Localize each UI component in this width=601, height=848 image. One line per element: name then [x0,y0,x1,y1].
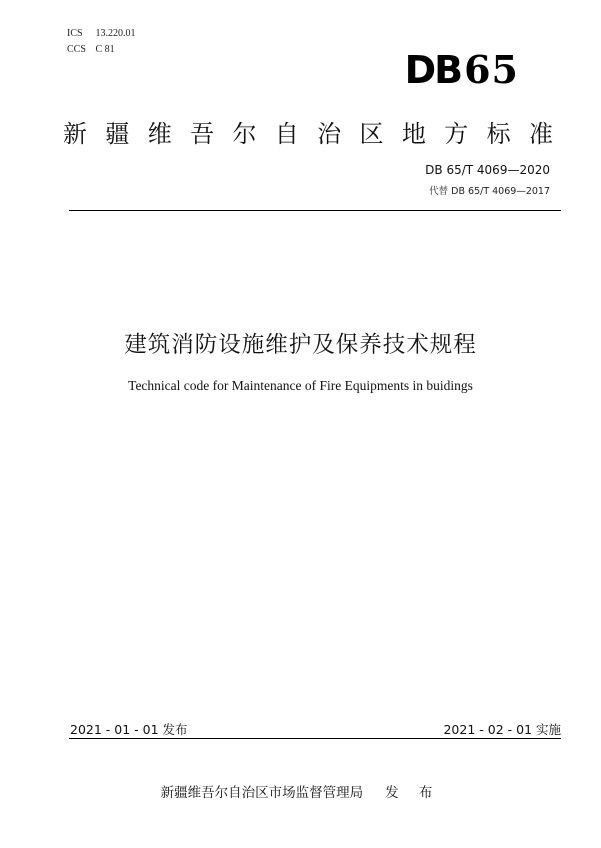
standard-type-char: 自 [274,120,299,148]
standard-type-char: 方 [444,120,469,148]
ics-code: 13.220.01 [95,28,136,39]
standard-type-char: 疆 [105,120,130,148]
standard-mark [405,47,519,92]
publisher-action: 发 布 [385,785,441,801]
ics-row [67,26,136,42]
standard-type-char: 尔 [232,120,257,148]
replaces-standard: 代替 DB 65/T 4069—2017 [429,186,550,197]
top-divider [69,210,561,211]
ccs-code: C 81 [95,44,115,55]
classification-codes [67,26,136,58]
standard-type-char: 标 [486,120,511,148]
bottom-divider [69,738,561,739]
standard-type-char: 维 [147,120,172,148]
ics-label: ICS [67,28,83,39]
standard-type-char: 准 [528,120,553,148]
ccs-label: CCS [67,44,86,55]
mark-prefix: DB [404,48,462,92]
standard-type-heading [63,114,553,149]
standard-type-char: 治 [317,120,342,148]
standard-type-char: 地 [401,120,426,148]
mark-number: 65 [464,47,519,92]
document-title-zh: 建筑消防设施维护及保养技术规程 [124,332,477,358]
issue-date: 2021 - 01 - 01 发布 [70,722,188,737]
publisher-name: 新疆维吾尔自治区市场监督管理局 [160,785,364,801]
standard-number: DB 65/T 4069—2020 [425,163,550,177]
document-title-en: Technical code for Maintenance of Fire Equipments in buidings [128,378,473,393]
implementation-date: 2021 - 02 - 01 实施 [443,722,561,737]
publisher-line [0,781,601,801]
standard-type-char: 区 [359,120,384,148]
standard-type-char: 吾 [190,120,215,148]
ccs-row [67,42,136,58]
standard-type-char: 新 [63,120,87,148]
